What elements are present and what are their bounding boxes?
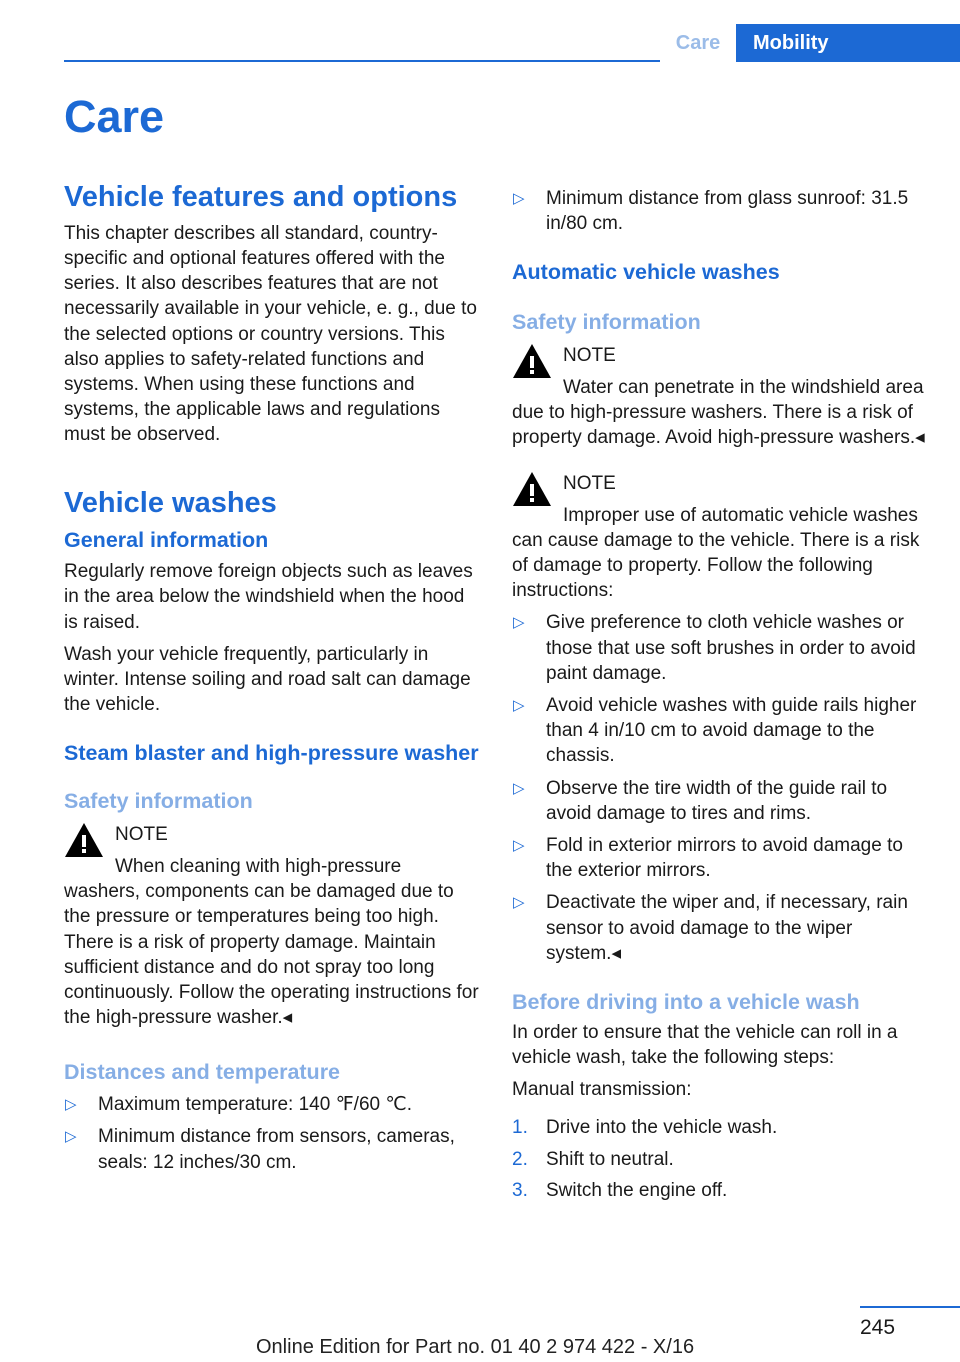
step-number: 3. [512,1179,528,1201]
general-paragraph-2: Wash your vehicle frequently, particularly in winter. Intense soiling and road salt can damage the vehicle. [64,643,471,716]
warning-note [64,822,482,1030]
page-number: 245 [860,1316,896,1339]
page-title: Care [64,91,165,142]
safety-heading-right: Safety information [512,310,701,335]
step-text: Shift to neutral. [546,1148,674,1170]
list-item-text: Minimum distance from sensors, cameras, seals: 12 inches/30 cm. [98,1126,455,1173]
step-text: Drive into the vehicle wash. [546,1117,778,1139]
general-paragraph-1: Regularly remove foreign objects such as leaves in the area below the windshield when the hood is raised. [64,561,473,633]
note-label: NOTE [115,824,168,846]
features-text: This chapter describes all standard, country-specific and optional features offered with the series. It also describes features that are not necessarily available in your vehicle, e. g., due to the selected options or country versions. This also applies to safety-related functions and systems. When using these functions and systems, the applicable laws and regulations must be observed. [64,222,477,446]
triangle-bullet-icon: ▷ [513,190,525,207]
right-column [512,186,930,1203]
list-item [512,776,930,826]
list-item [512,693,930,769]
note-text: When cleaning with high-pressure washers, components can be damaged due to the pressure or temperatures being too high. There is a risk of property damage. Maintain sufficient distance and do not spray too long continuously. Follow the operating instructions for the high-pressure washer.◂ [64,856,479,1029]
triangle-bullet-icon: ▷ [513,697,525,715]
note-text: Improper use of automatic vehicle washes can cause damage to the vehicle. There is a risk of damage to property. Follow the following instructions: [512,504,920,602]
safety-heading-left: Safety information [64,789,253,814]
tab-mobility[interactable]: Mobility [736,24,960,62]
tab-care[interactable]: Care [660,24,736,62]
list-item [512,1147,930,1172]
distances-heading: Distances and temperature [64,1060,341,1085]
note-label: NOTE [563,345,616,366]
warning-triangle-icon [64,822,104,858]
general-heading: General information [64,528,269,553]
list-item [512,1115,930,1140]
step-text: Switch the engine off. [546,1179,728,1201]
list-item [512,610,930,686]
list-item-text: Minimum distance from glass sunroof: 31.5 in/80 cm. [546,188,909,235]
note-text: Water can penetrate in the windshield area due to high-pressure washers. There is a risk of property damage. Avoid high-pressure washers.◂ [512,377,925,449]
list-item [512,186,930,236]
triangle-bullet-icon: ▷ [513,614,525,632]
warning-triangle-icon [512,343,552,379]
list-item-text: Fold in exterior mirrors to avoid damage to the exterior mirrors. [546,835,903,882]
list-item-text: Maximum temperature: 140 ℉/60 ℃. [98,1094,412,1116]
list-item-text: Avoid vehicle washes with guide rails higher than 4 in/10 cm to avoid damage to the chassis. [546,695,917,767]
triangle-bullet-icon: ▷ [65,1128,77,1146]
edition-text: Online Edition for Part no. 01 40 2 974 422 - X/16 [256,1336,695,1358]
steam-heading: Steam blaster and high-pressure washer [64,741,479,766]
triangle-bullet-icon: ▷ [65,1096,77,1114]
triangle-bullet-icon: ▷ [513,894,525,912]
warning-note-1 [512,343,930,451]
list-item [512,890,930,966]
triangle-bullet-icon: ▷ [513,837,525,855]
footer-rule [860,1306,960,1308]
list-item [64,1124,482,1174]
instructions-list [512,610,930,966]
list-item [512,1178,930,1203]
triangle-bullet-icon: ▷ [513,779,525,797]
before-paragraph-1: In order to ensure that the vehicle can roll in a vehicle wash, take the following steps: [512,1021,898,1069]
list-item-text: Deactivate the wiper and, if necessary, rain sensor to avoid damage to the wiper system.◂ [546,892,908,964]
auto-washes-heading: Automatic vehicle washes [512,260,780,285]
sunroof-list [512,186,930,236]
distances-list [64,1092,482,1175]
step-number: 1. [512,1117,528,1139]
list-item-text: Give preference to cloth vehicle washes or those that use soft brushes in order to avoid paint damage. [546,612,916,684]
list-item [64,1092,482,1117]
washes-heading: Vehicle washes [64,486,277,519]
left-column [64,180,482,1175]
warning-triangle-icon [512,471,552,507]
warning-note-2 [512,471,930,604]
steps-list [512,1115,930,1203]
before-heading: Before driving into a vehicle wash [512,990,860,1015]
before-paragraph-2: Manual transmission: [512,1079,692,1101]
list-item [512,833,930,883]
list-item-text: Observe the tire width of the guide rail to avoid damage to tires and rims. [546,777,888,824]
note-label: NOTE [563,472,616,494]
step-number: 2. [512,1148,528,1170]
features-heading: Vehicle features and options [64,181,458,213]
